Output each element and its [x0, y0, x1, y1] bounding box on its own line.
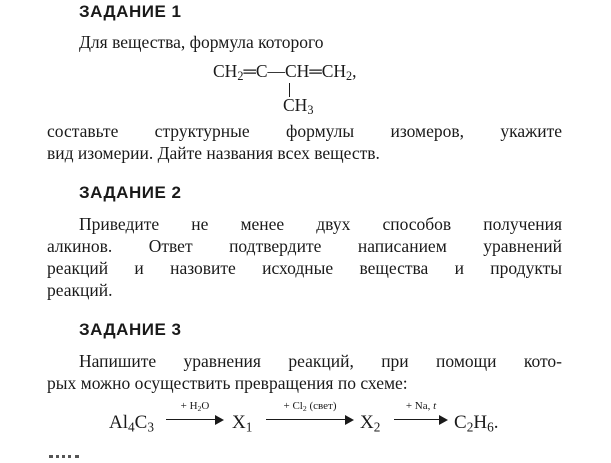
- task3-line: Напишите уравнения реакций, при помощи кото-: [79, 351, 562, 371]
- task2-line: реакций и назовите исходные вещества и продукты: [47, 258, 562, 278]
- task2-line: алкинов. Ответ подтвердите написанием уравнений: [47, 236, 562, 256]
- task2-line: реакций.: [47, 280, 113, 300]
- arrow-condition: + Na, t: [405, 400, 437, 412]
- task2-heading: ЗАДАНИЕ 2: [79, 183, 182, 202]
- arrow-head-icon: [345, 415, 354, 425]
- arrow-head-icon: [439, 415, 448, 425]
- task2-body: [47, 213, 562, 301]
- task3-heading: ЗАДАНИЕ 3: [79, 320, 182, 339]
- task2-line: Приведите не менее двух способов получения: [79, 214, 562, 234]
- task1-heading: ЗАДАНИЕ 1: [79, 2, 182, 21]
- page-cut-edge: [49, 455, 79, 463]
- task1-intro: Для вещества, формула которого: [79, 32, 324, 52]
- formula-main-chain: $CH_2═C—CH═CH_2$,: [213, 61, 357, 84]
- species-al4c3: $Al_4C_3$: [109, 412, 154, 435]
- arrow-condition: + $Cl_2$ (свет): [283, 400, 337, 413]
- species-c2h6: $C_2H_6$.: [454, 412, 499, 435]
- species-x2: $X_2$: [360, 412, 381, 435]
- structural-formula: [213, 57, 413, 121]
- arrow-head-icon: [215, 415, 224, 425]
- task1-body: составьте структурные формулы изомеров, укажите вид изомерии. Дайте названия всех веществ.: [47, 121, 562, 163]
- species-x1: $X_1$: [232, 412, 253, 435]
- task3-body: [47, 350, 562, 394]
- formula-branch: $CH_3$: [283, 95, 314, 118]
- task3-line: рых можно осуществить превращения по схеме:: [47, 373, 408, 393]
- reaction-scheme: [109, 400, 529, 440]
- arrow-condition: + $H_2O$: [180, 400, 210, 413]
